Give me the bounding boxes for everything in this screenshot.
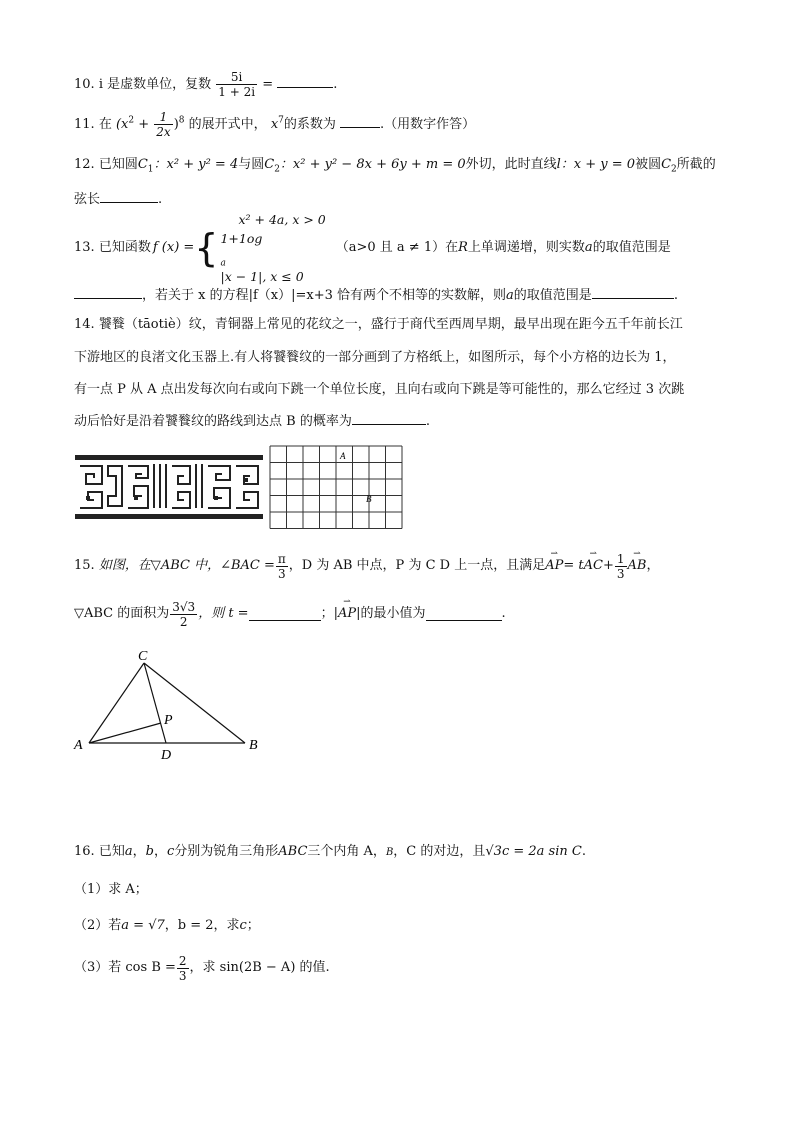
question-16-part-2: （2）若a = √7，b = 2，求c； xyxy=(74,918,260,933)
answer-blank[interactable] xyxy=(352,412,426,425)
fraction: $\frac{1}{3}$ xyxy=(616,551,625,581)
answer-blank[interactable] xyxy=(100,190,158,203)
vector-ap: ⇀ AP xyxy=(545,556,563,576)
fraction: $\frac{3√3}{2}$ xyxy=(172,599,196,629)
vertex-c: C xyxy=(138,649,148,664)
vertex-b: B xyxy=(249,738,258,753)
question-11: 11. 在 ($x^2$ + $\frac{1}{2x}$ )$^8$ 的展开式中， $x^7$的系数为 .（用数字作答） xyxy=(74,110,476,139)
piecewise-function: { x² + 4a, x > 0 1+1og $_a$ |x − 1|, x ≤ 0 xyxy=(194,212,326,284)
question-16-line-1: 16. 已知a，b，c分别为锐角三角形ABC三个内角 A，B，C 的对边，且√3c = 2a sin C. xyxy=(74,844,586,859)
answer-blank[interactable] xyxy=(277,75,333,88)
fraction: $\frac{\pi}{3}$ xyxy=(277,551,286,581)
taotie-pattern-figure xyxy=(74,452,264,522)
question-15-line-2: ▽ABC 的面积为 $\frac{3√3}{2}$ ，则 t = ；| ⇀ AP |的最小值为 . xyxy=(74,596,506,632)
question-16-part-3: （3）若 cos B = $\frac{2}{3}$ ，求 sin(2B − A) 的值. xyxy=(74,953,330,983)
question-14-line-3: 有一点 P 从 A 点出发每次向右或向下跳一个单位长度，且向右或向下跳是等可能性的，那么它经过 3 次跳 xyxy=(74,382,685,397)
grid-figure xyxy=(268,445,404,529)
question-14-line-2: 下游地区的良渚文化玉器上.有人将饕餮纹的一部分画到了方格纸上，如图所示，每个小方格的边长为 1， xyxy=(74,350,676,365)
answer-blank[interactable] xyxy=(340,115,380,128)
vector-ap: ⇀ AP xyxy=(338,604,356,624)
grid-label-a: A xyxy=(340,451,346,461)
question-12-line-2: 弦长 . xyxy=(74,192,163,207)
vertex-a: A xyxy=(74,738,83,753)
answer-blank[interactable] xyxy=(426,608,502,621)
fraction: $\frac{5i}{1 + 2i}$ xyxy=(218,70,256,99)
question-13-line-1: 13. 已知函数 f (x) = { x² + 4a, x > 0 1+1og $_a$ |x − 1|, x ≤ 0 （a>0 且 a ≠ 1）在 R 上单调递增，则实数 a 的取值范围是 xyxy=(74,212,671,284)
vector-ac: ⇀ AC xyxy=(584,556,603,576)
question-14-line-4: 动后恰好是沿着饕餮纹的路线到达点 B 的概率为 . xyxy=(74,414,430,429)
question-12-line-1: 12. 已知圆$C_1$：x² + y² = 4与圆$C_2$：x² + y² − 8x + 6y + m = 0外切，此时直线l：x + y = 0被圆$C_2$所截的 xyxy=(74,157,716,175)
grid-label-b: B xyxy=(366,494,372,504)
triangle-figure xyxy=(70,645,270,765)
answer-blank[interactable] xyxy=(249,608,321,621)
fraction: $\frac{1}{2x}$ xyxy=(156,110,171,139)
point-d: D xyxy=(161,748,172,763)
question-16-part-1: （1）求 A； xyxy=(74,882,148,897)
answer-blank[interactable] xyxy=(592,286,674,299)
question-10: 10. i 是虚数单位，复数 $\frac{5i}{1 + 2i}$ = . xyxy=(74,70,338,99)
point-p: P xyxy=(164,713,173,728)
fraction: $\frac{2}{3}$ xyxy=(178,953,187,983)
question-14-line-1: 14. 饕餮（tāotiè）纹，青铜器上常见的花纹之一，盛行于商代至西周早期，最早出现在距今五千年前长江 xyxy=(74,317,683,332)
question-13-line-2: ，若关于 x 的方程|f（x）|=x+3 恰有两个不相等的实数解，则a的取值范围是 . xyxy=(74,286,678,306)
answer-blank[interactable] xyxy=(74,286,142,299)
vector-ab: ⇀ AB xyxy=(628,556,647,576)
question-15-line-1: 15. 如图，在▽ABC 中，∠BAC = $\frac{\pi}{3}$ ，D 为 AB 中点，P 为 C D 上一点，且满足 ⇀ AP = t ⇀ AC + $\frac{1}{3}$ ⇀ AB ， xyxy=(74,548,659,584)
